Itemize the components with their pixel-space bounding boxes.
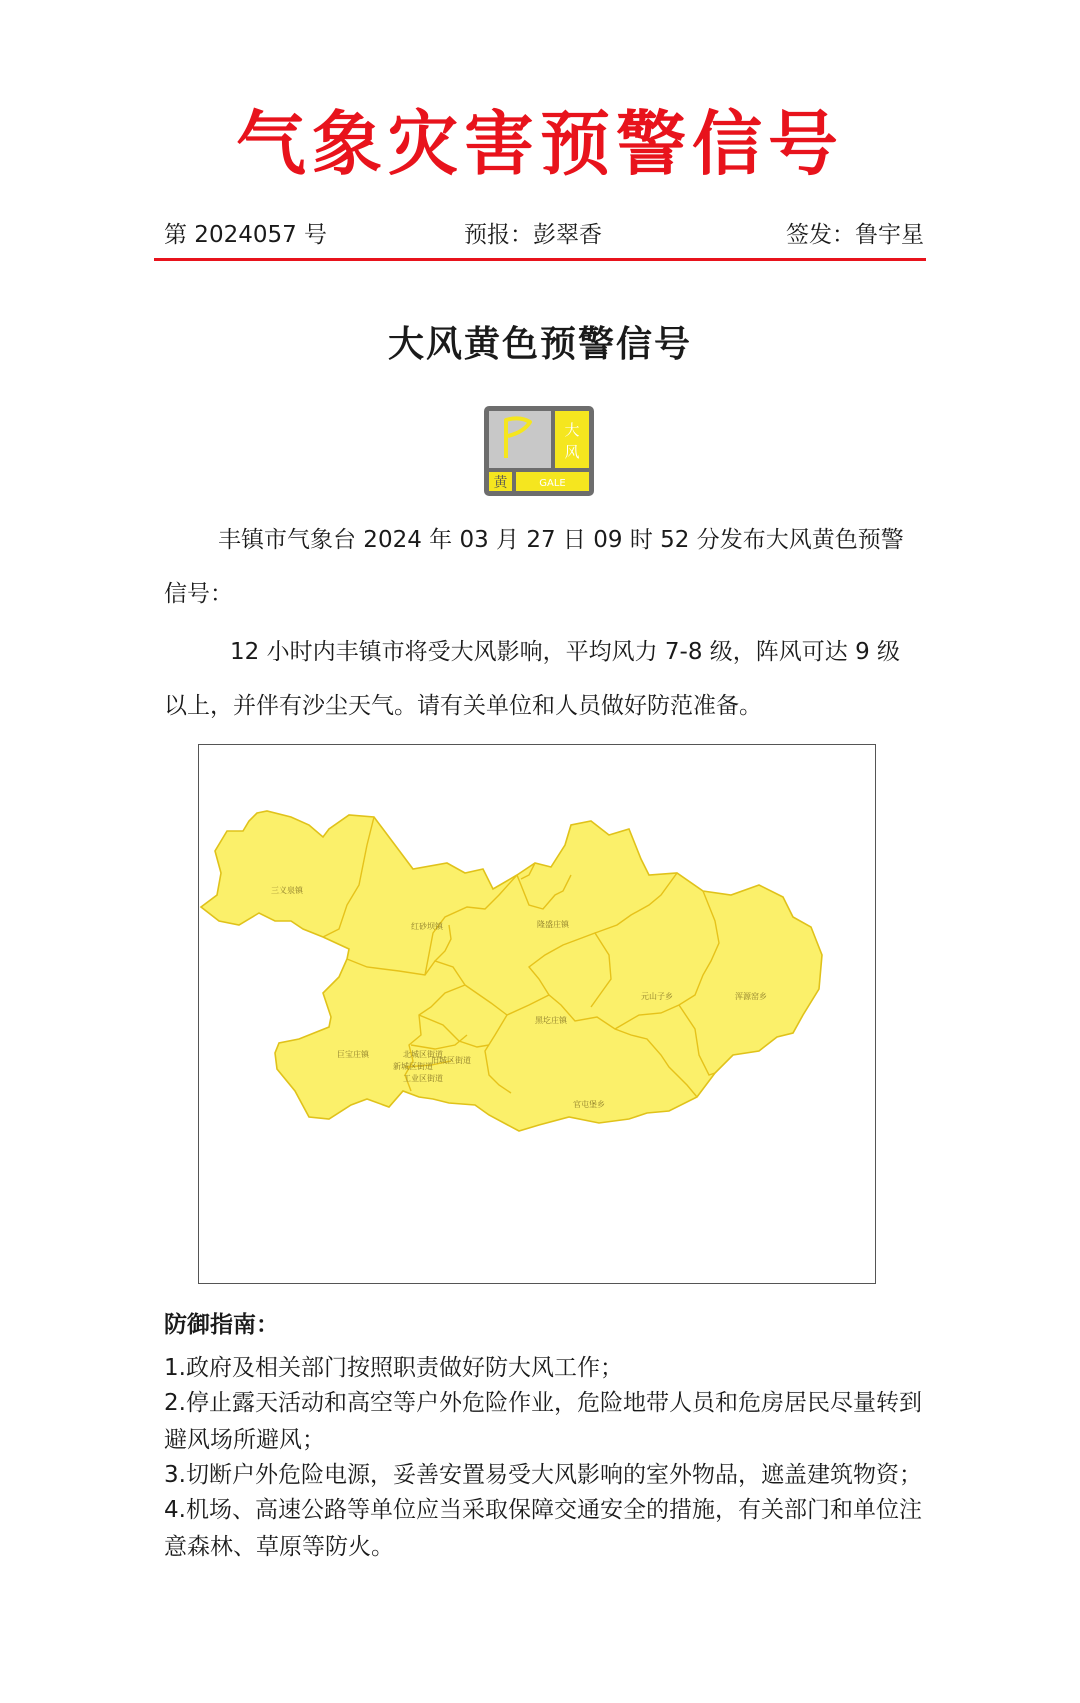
town-label: 旧城区街道 (431, 1056, 471, 1065)
county-outline (201, 811, 822, 1131)
guide-item: 3.切断户外危险电源，妥善安置易受大风影响的室外物品，遮盖建筑物资； (164, 1462, 922, 1488)
signer: 签发：鲁宇星 (786, 222, 924, 248)
icon-english-text: GALE (539, 478, 566, 489)
red-divider (154, 258, 926, 261)
town-label: 红砂坝镇 (411, 922, 443, 931)
forecast-paragraph: 12 小时内丰镇市将受大风影响，平均风力 7-8 级，阵风可达 9 级以上，并伴有沙尘天气。请有关单位和人员做好防范准备。 (164, 639, 901, 719)
icon-color-char: 黄 (493, 475, 508, 491)
guide-heading: 防御指南： (164, 1312, 279, 1338)
document-title: 大风黄色预警信号 (387, 324, 692, 365)
icon-char-da: 大 (564, 421, 580, 439)
town-label: 北城区街道 (403, 1050, 443, 1059)
town-label: 官屯堡乡 (573, 1100, 605, 1109)
town-label: 黑圪庄镇 (535, 1016, 567, 1025)
header-title: 气象灾害预警信号 (236, 102, 844, 185)
town-label: 元山子乡 (641, 992, 673, 1001)
forecaster: 预报：彭翠香 (464, 222, 602, 248)
town-label: 新城区街道 (393, 1062, 433, 1071)
town-label: 工业区街道 (403, 1074, 443, 1083)
town-label: 三义泉镇 (271, 886, 303, 895)
warning-area-map (198, 744, 876, 1284)
gale-yellow-warning-icon (484, 406, 594, 496)
intro-paragraph: 丰镇市气象台 2024 年 03 月 27 日 09 时 52 分发布大风黄色预警信号： (164, 527, 904, 607)
issue-number: 第 2024057 号 (164, 222, 328, 248)
guide-item: 1.政府及相关部门按照职责做好防大风工作； (164, 1355, 623, 1381)
town-label: 隆盛庄镇 (537, 920, 569, 929)
issue-meta-row (164, 216, 924, 252)
guide-item: 2.停止露天活动和高空等户外危险作业，危险地带人员和危房居民尽量转到避风场所避风； (164, 1390, 922, 1453)
guide-list (164, 1350, 924, 1564)
town-label: 浑源窑乡 (735, 992, 767, 1001)
icon-char-feng: 风 (564, 443, 580, 461)
town-label: 巨宝庄镇 (337, 1050, 369, 1059)
guide-item: 4.机场、高速公路等单位应当采取保障交通安全的措施，有关部门和单位注意森林、草原等防火。 (164, 1497, 922, 1560)
